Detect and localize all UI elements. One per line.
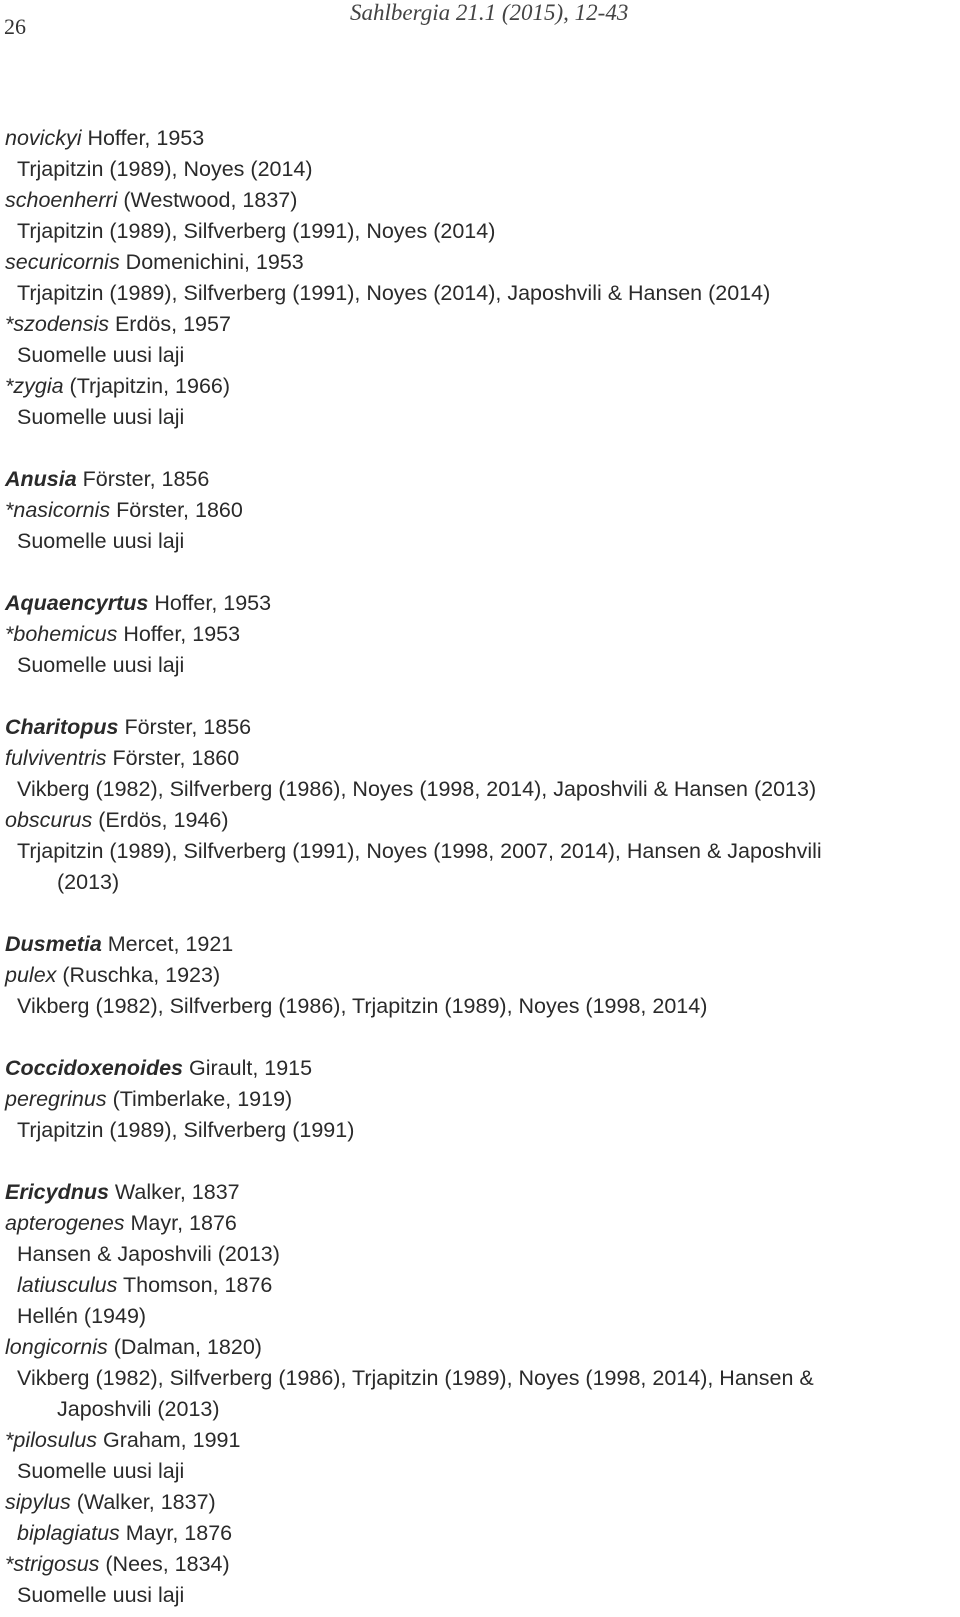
reference-continuation: Japoshvili (2013) [57, 1397, 220, 1421]
author-year: Hoffer, 1953 [117, 622, 241, 646]
author-year: Erdös, 1957 [108, 312, 231, 336]
author-year: (Ruschka, 1923) [56, 963, 221, 987]
reference-line: Vikberg (1982), Silfverberg (1986), Trjapitzin (1989), Noyes (1998, 2014) [17, 994, 708, 1018]
genus-name: Ericydnus [5, 1180, 109, 1204]
checklist-body [5, 123, 955, 1611]
reference-line: Suomelle uusi laji [17, 529, 185, 553]
species-entry [5, 1549, 955, 1580]
species-name: peregrinus [5, 1087, 107, 1111]
spacer [5, 557, 955, 588]
species-entry [5, 247, 955, 278]
genus-name: Coccidoxenoides [5, 1056, 184, 1080]
genus-entry [5, 929, 955, 960]
species-name: *nasicornis [5, 498, 111, 522]
species-name: pulex [5, 963, 57, 987]
species-entry [5, 495, 955, 526]
reference-continuation: (2013) [57, 870, 120, 894]
synonym-entry [5, 1518, 955, 1549]
reference-line: Trjapitzin (1989), Silfverberg (1991), Noyes (2014), Japoshvili & Hansen (2014) [17, 281, 771, 305]
species-name: sipylus [5, 1490, 71, 1514]
author-year: (Westwood, 1837) [117, 188, 298, 212]
species-entry [5, 1425, 955, 1456]
genus-entry [5, 1053, 955, 1084]
genus-name: Charitopus [5, 715, 119, 739]
author-year: Mayr, 1876 [119, 1521, 233, 1545]
species-entry [5, 743, 955, 774]
species-entry [5, 619, 955, 650]
reference-line: Trjapitzin (1989), Silfverberg (1991), Noyes (2014) [17, 219, 496, 243]
species-entry [5, 1332, 955, 1363]
reference-line: Trjapitzin (1989), Silfverberg (1991), Noyes (1998, 2007, 2014), Hansen & Japoshvili [17, 839, 822, 863]
genus-name: Dusmetia [5, 932, 102, 956]
spacer [5, 898, 955, 929]
genus-name: Aquaencyrtus [5, 591, 149, 615]
species-name: apterogenes [5, 1211, 125, 1235]
reference-line: Trjapitzin (1989), Silfverberg (1991) [17, 1118, 355, 1142]
species-entry [5, 185, 955, 216]
species-name: fulviventris [5, 746, 107, 770]
author-year: Förster, 1860 [110, 498, 243, 522]
reference-line: Hansen & Japoshvili (2013) [17, 1242, 280, 1266]
spacer [5, 433, 955, 464]
genus-entry [5, 464, 955, 495]
author-year: Mayr, 1876 [124, 1211, 237, 1235]
species-name: *zygia [5, 374, 64, 398]
species-entry [5, 960, 955, 991]
genus-entry [5, 1177, 955, 1208]
reference-line: Hellén (1949) [17, 1304, 147, 1328]
author-year: Förster, 1860 [106, 746, 240, 770]
species-name: longicornis [5, 1335, 108, 1359]
author-year: Graham, 1991 [97, 1428, 241, 1452]
species-entry [5, 1487, 955, 1518]
author-year: Förster, 1856 [118, 715, 252, 739]
species-entry [5, 309, 955, 340]
species-name: novickyi [5, 126, 82, 150]
species-name: *pilosulus [5, 1428, 98, 1452]
synonym-entry [5, 1270, 955, 1301]
author-year: Domenichini, 1953 [119, 250, 304, 274]
author-year: Hoffer, 1953 [148, 591, 272, 615]
author-year: (Nees, 1834) [99, 1552, 230, 1576]
species-name: schoenherri [5, 188, 118, 212]
author-year: (Walker, 1837) [70, 1490, 216, 1514]
author-year: (Erdös, 1946) [92, 808, 229, 832]
reference-line: Vikberg (1982), Silfverberg (1986), Noyes (1998, 2014), Japoshvili & Hansen (2013) [17, 777, 817, 801]
spacer [5, 681, 955, 712]
running-head: Sahlbergia 21.1 (2015), 12-43 [350, 0, 629, 25]
reference-line: Vikberg (1982), Silfverberg (1986), Trjapitzin (1989), Noyes (1998, 2014), Hansen & [17, 1366, 814, 1390]
species-entry [5, 1208, 955, 1239]
spacer [5, 1146, 955, 1177]
genus-entry [5, 588, 955, 619]
species-name: obscurus [5, 808, 93, 832]
reference-line: Suomelle uusi laji [17, 343, 185, 367]
species-entry [5, 371, 955, 402]
species-name: *bohemicus [5, 622, 118, 646]
species-entry [5, 123, 955, 154]
author-year: Förster, 1856 [76, 467, 210, 491]
species-entry [5, 1084, 955, 1115]
author-year: Thomson, 1876 [117, 1273, 273, 1297]
spacer [5, 1022, 955, 1053]
genus-name: Anusia [5, 467, 77, 491]
reference-line: Suomelle uusi laji [17, 1583, 185, 1607]
author-year: (Timberlake, 1919) [106, 1087, 293, 1111]
author-year: Walker, 1837 [108, 1180, 240, 1204]
author-year: Mercet, 1921 [101, 932, 234, 956]
genus-entry [5, 712, 955, 743]
species-name: *szodensis [5, 312, 109, 336]
species-name: *strigosus [5, 1552, 100, 1576]
author-year: (Trjapitzin, 1966) [63, 374, 231, 398]
author-year: Girault, 1915 [183, 1056, 313, 1080]
species-name: biplagiatus [17, 1521, 120, 1545]
reference-line: Suomelle uusi laji [17, 1459, 185, 1483]
author-year: Hoffer, 1953 [81, 126, 205, 150]
species-name: latiusculus [17, 1273, 118, 1297]
species-name: securicornis [5, 250, 120, 274]
reference-line: Suomelle uusi laji [17, 405, 185, 429]
reference-line: Trjapitzin (1989), Noyes (2014) [17, 157, 313, 181]
page-number: 26 [4, 14, 26, 39]
reference-line: Suomelle uusi laji [17, 653, 185, 677]
species-entry [5, 805, 955, 836]
author-year: (Dalman, 1820) [107, 1335, 262, 1359]
